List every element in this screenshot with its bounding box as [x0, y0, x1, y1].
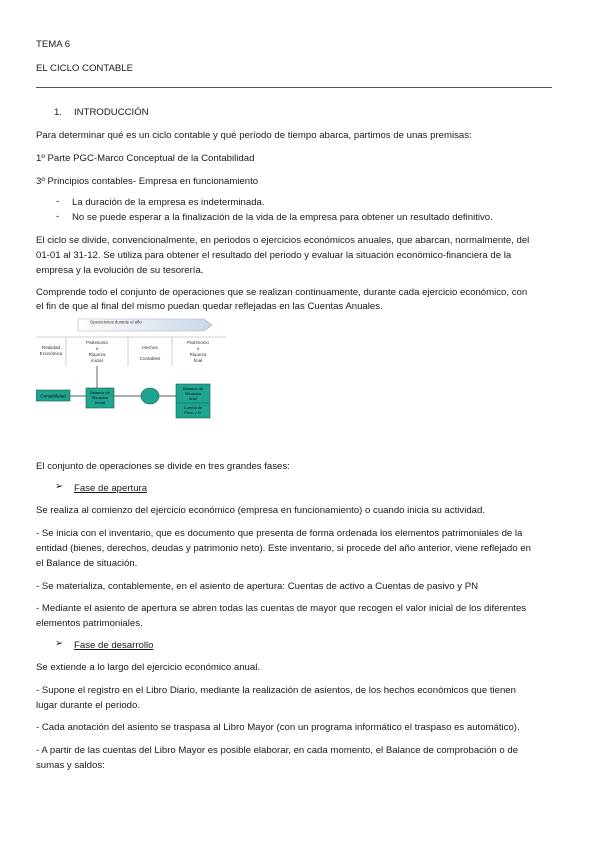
title-divider: [36, 87, 552, 88]
balance-final-box: [176, 384, 210, 418]
balance-final-label: Situación: [184, 391, 202, 396]
section-number: 1.: [54, 107, 63, 118]
ciclo-line-3: empresa y la evolución de su tesorería.: [36, 265, 204, 276]
ciclo-line-1: El ciclo se divide, convencionalmente, en periodos o ejercicios económicos anuales, que abarcan, normalmente, del: [36, 235, 530, 246]
hechos-circle: [141, 388, 159, 404]
patrimonio-inicial-label: inicial: [91, 358, 103, 363]
operaciones-arrow: [78, 319, 212, 331]
dash-icon: -: [56, 196, 60, 207]
balance-inicial-label: Situación: [91, 395, 109, 400]
patrimonio-final-label: o: [196, 346, 200, 351]
apertura-heading: Fase de apertura: [74, 483, 148, 494]
desarrollo-p2-line-1: - Supone el registro en el Libro Diario, mediante la realización de asientos, de los hechos económicos que tienen: [36, 685, 516, 696]
desarrollo-p4-line-1: - A partir de las cuentas del Libro Mayor es posible elaborar, en cada momento, el Balance de comprobación o de: [36, 745, 519, 756]
dash-item-2: No se puede esperar a la finalización de la vida de la empresa para obtener un resultado definitivo.: [72, 212, 493, 223]
desarrollo-p1: Se extiende a lo largo del ejercicio económico anual.: [36, 662, 260, 673]
apertura-p1: Se realiza al comienzo del ejercicio económico (empresa en funcionamiento) o cuando inicia su actividad.: [36, 505, 486, 516]
patrimonio-inicial-label: Riqueza: [88, 352, 106, 357]
arrow-label: Operaciones durante el año: [90, 319, 142, 325]
balance-inicial-label: Balance de: [89, 390, 111, 395]
patrimonio-inicial-label: Patrimonio: [86, 340, 108, 345]
patrimonio-final-label: Riqueza: [189, 352, 207, 357]
comprende-line-2: el fin de que al final del mismo puedan quedar reflejadas en las Cuentas Anuales.: [36, 301, 383, 312]
comprende-line-1: Comprende todo el conjunto de operaciones que se realizan continuamente, durante cada ejercicio económico, con: [36, 287, 528, 298]
apertura-p2-line-1: - Se inicia con el inventario, que es documento que presenta de forma ordenada los elementos patrimoniales de la: [36, 528, 523, 539]
balance-inicial-box: [86, 388, 114, 408]
realidad-label: Realidad: [41, 345, 61, 350]
patrimonio-inicial-label: o: [95, 346, 99, 351]
patrimonio-final-label: final: [193, 358, 203, 363]
desarrollo-heading: Fase de desarrollo: [74, 640, 154, 651]
apertura-p3: - Se materializa, contablemente, en el asiento de apertura: Cuentas de activo a Cuentas de pasivo y PN: [36, 581, 479, 592]
dash-item-1: La duración de la empresa es indeterminada.: [72, 197, 265, 208]
hechos-label: Contables: [139, 356, 161, 361]
cuenta-pyg-label: Cuenta de: [183, 405, 203, 410]
cuenta-pyg-label: Pérd. y G.: [183, 410, 203, 415]
dash-icon: -: [56, 211, 60, 222]
intro-paragraph: Para determinar qué es un ciclo contable y qué período de tiempo abarca, partimos de unas premisas:: [36, 130, 472, 141]
ciclo-contable-diagram: [36, 316, 226, 421]
ciclo-line-2: 01-01 al 31-12. Se utiliza para obtener el resultado del periodo y evaluar la situación económico-financiera de la: [36, 250, 512, 261]
arrow-bullet-icon: ➢: [55, 481, 64, 492]
premise-3: 3º Principios contables- Empresa en funcionamiento: [36, 176, 259, 187]
balance-final-label: Balance de: [182, 386, 204, 391]
apertura-p4-line-2: elementos patrimoniales.: [36, 618, 143, 629]
arrow-bullet-icon: ➢: [55, 638, 64, 649]
patrimonio-final-label: Patrimonio: [187, 340, 209, 345]
balance-inicial-label: Inicial: [94, 400, 106, 405]
contabilidad-box: [36, 390, 70, 401]
desarrollo-p3: - Cada anotación del asiento se traspasa al Libro Mayor (con un programa informático el traspaso es automático).: [36, 722, 520, 733]
hechos-label: Hechos: [142, 345, 158, 350]
apertura-p2-line-3: el Balance de situación.: [36, 558, 138, 569]
premise-1: 1º Parte PGC-Marco Conceptual de la Contabilidad: [36, 153, 255, 164]
desarrollo-p4-line-2: sumas y saldos:: [36, 760, 105, 771]
balance-final-label: final: [189, 396, 197, 401]
apertura-p4-line-1: - Mediante el asiento de apertura se abren todas las cuentas de mayor que recogen el valor inicial de los diferentes: [36, 603, 527, 614]
document-title: EL CICLO CONTABLE: [36, 63, 134, 74]
apertura-p2-line-2: entidad (bienes, derechos, deudas y patrimonio neto). Este inventario, si procede del año anterior, viene reflejado en: [36, 543, 531, 554]
fases-intro: El conjunto de operaciones se divide en tres grandes fases:: [36, 461, 290, 472]
section-title: INTRODUCCIÓN: [74, 107, 149, 118]
tema-label: TEMA 6: [36, 39, 71, 50]
desarrollo-p2-line-2: lugar durante el periodo.: [36, 700, 141, 711]
contabilidad-label: Contabilidad: [40, 393, 66, 399]
realidad-label: Económica: [39, 351, 63, 356]
